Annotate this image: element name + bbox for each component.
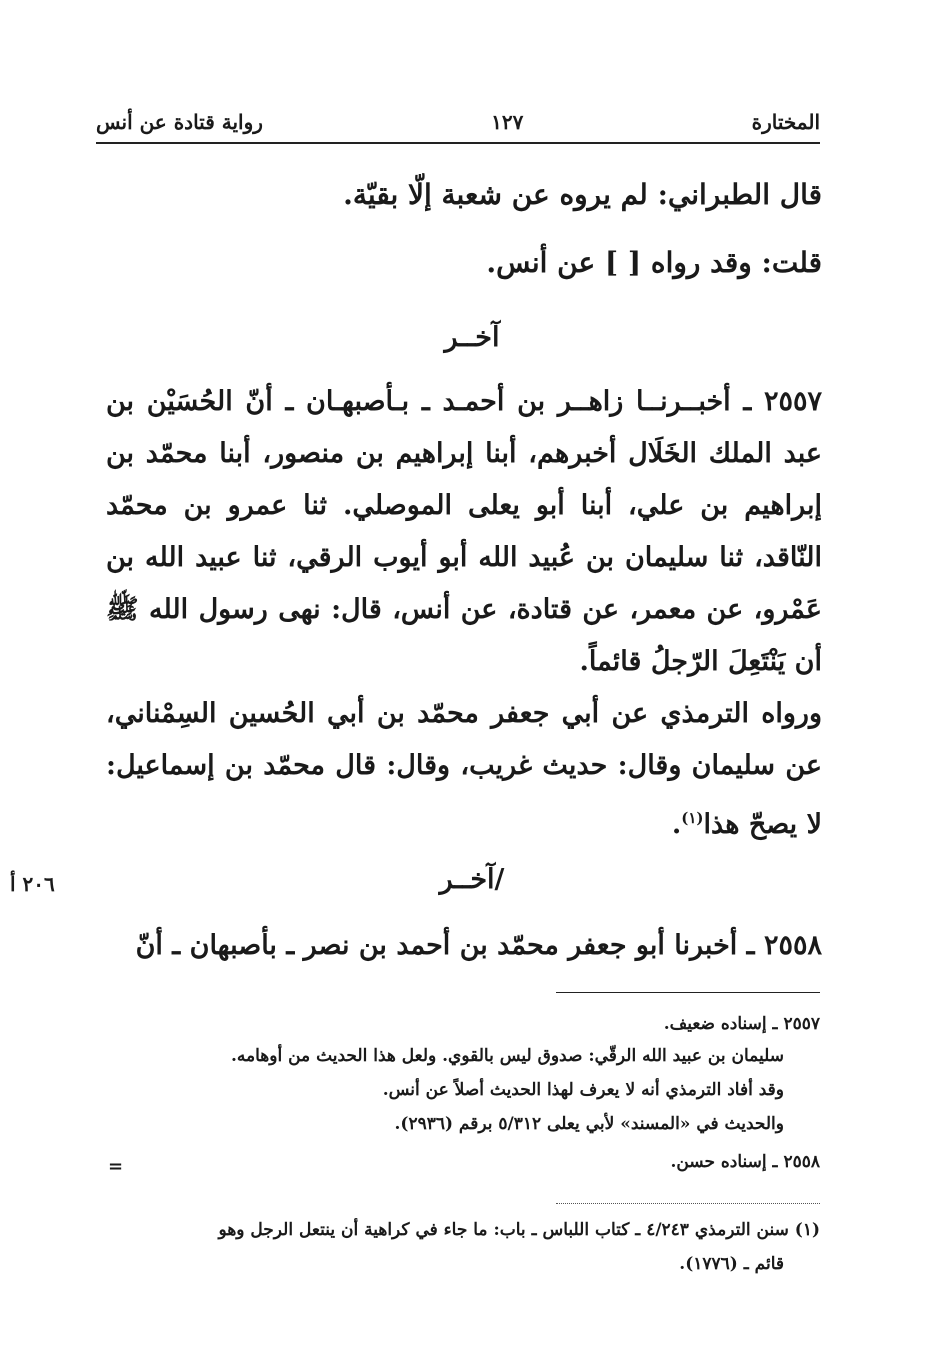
footnote-2558-grade: ٢٥٥٨ ـ إسناده حسن. — [670, 1152, 820, 1172]
header-page-number: ١٢٧ — [491, 110, 524, 134]
hadith-2557-text: ـ أخبــرنــا زاهــر بن أحمـد ـ بـأصبهـان ـ أنّ الحُسَيْن بن عبد الملك الخَلَال أخبرهم، أبنا إبراهيم بن منصور، أبنا محمّد بن إبراهيم بن علي، أبنا أبو يعلى الموصلي. ثنا عمرو بن محمّد النّاقد، ثنا سليمان بن عُبيد الله أبو أيوب الرقي، ثنا عبيد الله بن عَمْرو، عن معمر، عن قتادة، عن أنس، قال: نهى رسول الله ﷺ أن يَنْتَعِلَ الرّجلُ قائماً. — [106, 386, 823, 677]
continuation-mark: = — [108, 1156, 124, 1177]
tirmidhi-note-end: . — [671, 809, 682, 840]
hadith-2558-paragraph — [106, 920, 822, 972]
tirmidhi-note-text: ورواه الترمذي عن أبي جعفر محمّد بن أبي الحُسين السِمْناني، عن سليمان وقال: حديث غريب، وقال: قال محمّد بن إسماعيل: لا يصحّ هذا — [106, 698, 822, 840]
hadith-number-2557: ٢٥٥٧ — [763, 386, 822, 417]
footnote-1-line-2: قائم ـ (١٧٧٦). — [679, 1254, 784, 1274]
footnote-ref-1: (١) — [681, 809, 704, 827]
section-title-2: /آخــر — [439, 864, 505, 895]
footnote-2557-narrator: سليمان بن عبيد الله الرقّي: صدوق ليس بالقوي. ولعل هذا الحديث من أوهامه. — [230, 1046, 784, 1066]
hadith-number-2558: ٢٥٥٨ — [763, 930, 822, 961]
tirmidhi-note-paragraph — [106, 688, 822, 851]
manuscript-folio-note: ٢٠٦ أ — [10, 872, 55, 896]
intro-line-2: قلت: وقد رواه [ ] عن أنس. — [486, 246, 822, 279]
footnote-2557-tirmidhi: وقد أفاد الترمذي أنه لا يعرف لهذا الحديث أصلاً عن أنس. — [382, 1080, 784, 1100]
header-rule — [96, 142, 820, 144]
footnote-rule — [556, 992, 820, 993]
intro-line-1: قال الطبراني: لم يروه عن شعبة إلّا بقيّة. — [343, 178, 822, 211]
footnote-2557-musnad: والحديث في «المسند» لأبي يعلى ٥/٣١٢ برقم (٢٩٣٦). — [394, 1114, 784, 1134]
header-book-title: المختارة — [751, 110, 820, 134]
running-header — [96, 104, 820, 140]
hadith-2558-text: ـ أخبرنا أبو جعفر محمّد بن أحمد بن نصر ـ بأصبهان ـ أنّ — [135, 930, 764, 961]
footnote-1-line-1: (١) سنن الترمذي ٤/٢٤٣ ـ كتاب اللباس ـ باب: ما جاء في كراهية أن ينتعل الرجل وهو — [218, 1220, 820, 1240]
section-title-1: آخــر — [444, 322, 500, 353]
footnote-2557-grade: ٢٥٥٧ ـ إسناده ضعيف. — [663, 1014, 820, 1034]
hadith-2557-paragraph — [106, 376, 822, 688]
header-chapter-title: رواية قتادة عن أنس — [96, 110, 263, 134]
footnote-dotted-rule — [556, 1203, 820, 1204]
